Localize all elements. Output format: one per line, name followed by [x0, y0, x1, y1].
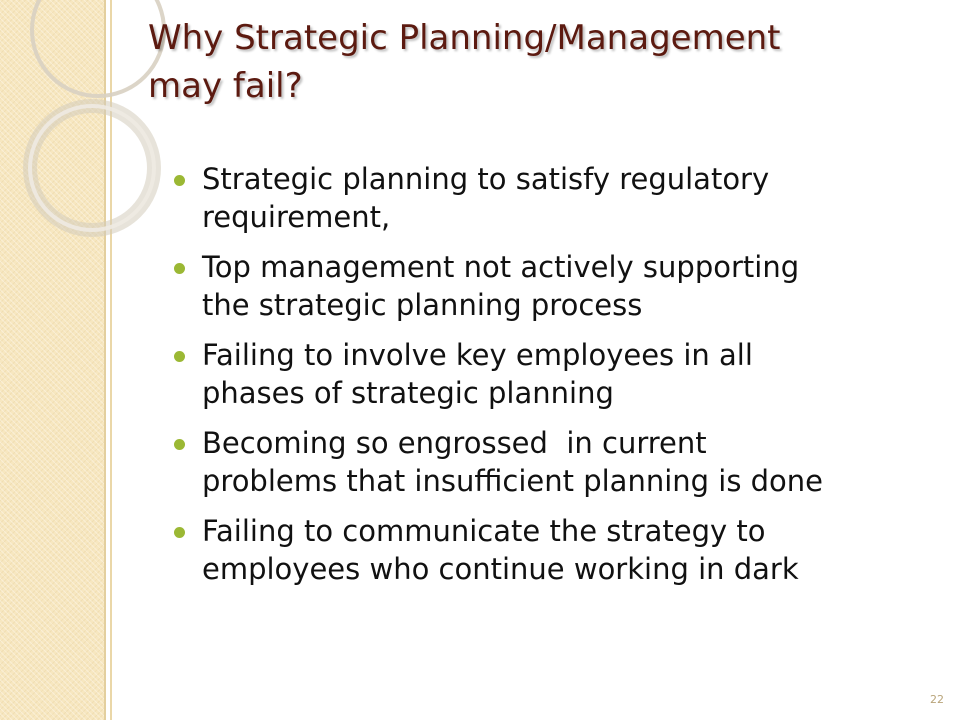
bullet-text-line-1: Failing to communicate the strategy to — [202, 514, 766, 548]
bullet-text-line-2: problems that insufficient planning is done — [202, 464, 824, 498]
bullet-item — [174, 424, 934, 500]
bullet-text-line-2: requirement, — [202, 200, 391, 234]
bullet-item — [174, 336, 934, 412]
bullet-text-line-1: Strategic planning to satisfy regulatory — [202, 162, 770, 196]
title-line-2: may fail? — [148, 66, 303, 106]
bullet-text-line-1: Top management not actively supporting — [202, 250, 800, 284]
bullet-marker-icon — [174, 263, 185, 274]
bullet-text-line-2: phases of strategic planning — [202, 376, 614, 410]
bullet-marker-icon — [174, 351, 185, 362]
bullet-item — [174, 248, 934, 324]
slide-title — [148, 14, 908, 110]
bullet-list — [174, 160, 934, 600]
bullet-marker-icon — [174, 439, 185, 450]
bullet-item — [174, 512, 934, 588]
title-line-1: Why Strategic Planning/Management — [148, 18, 781, 58]
bullet-text-line-1: Becoming so engrossed in current — [202, 426, 707, 460]
bullet-marker-icon — [174, 175, 185, 186]
bullet-text-line-2: the strategic planning process — [202, 288, 643, 322]
bullet-text-line-1: Failing to involve key employees in all — [202, 338, 753, 372]
page-number: 22 — [930, 693, 944, 706]
bullet-text-line-2: employees who continue working in dark — [202, 552, 799, 586]
bullet-marker-icon — [174, 527, 185, 538]
bullet-item — [174, 160, 934, 236]
